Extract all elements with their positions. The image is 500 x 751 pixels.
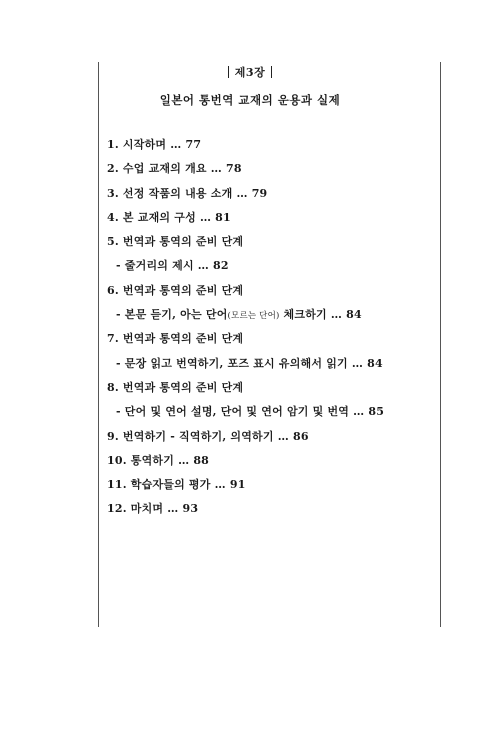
toc-subitem bbox=[107, 307, 437, 331]
toc-item: 11. 학습자들의 평가 … 91 bbox=[107, 478, 246, 492]
toc-subitem: - 단어 및 연어 설명, 단어 및 연어 암기 및 번역 … 85 bbox=[116, 405, 385, 419]
toc-subitem: - 줄거리의 제시 … 82 bbox=[116, 259, 229, 273]
toc-subitem-parenthetical: (모르는 단어) bbox=[227, 311, 280, 322]
left-margin-rule bbox=[98, 62, 99, 627]
toc-subitem: - 문장 읽고 번역하기, 포즈 표시 유의해서 읽기 … 84 bbox=[116, 356, 383, 370]
chapter-label bbox=[0, 64, 500, 80]
toc-item: 10. 통역하기 … 88 bbox=[107, 453, 210, 467]
toc-item: 4. 본 교재의 구성 … 81 bbox=[107, 210, 231, 224]
toc-item: 7. 번역과 통역의 준비 단계 bbox=[107, 332, 244, 346]
toc-subitem-text-end: 체크하기 … 84 bbox=[279, 308, 362, 322]
toc-item: 2. 수업 교재의 개요 … 78 bbox=[107, 162, 242, 176]
toc-item: 1. 시작하며 … 77 bbox=[107, 138, 202, 151]
chapter-title: 일본어 통번역 교재의 운용과 실제 bbox=[159, 93, 341, 107]
toc-item: 6. 번역과 통역의 준비 단계 bbox=[107, 283, 244, 297]
toc-item: 12. 마치며 … 93 bbox=[107, 502, 199, 516]
toc-subitem-text: - 본문 듣기, 아는 단어 bbox=[116, 308, 228, 322]
toc-item: 5. 번역과 통역의 준비 단계 bbox=[107, 235, 244, 249]
right-margin-rule bbox=[440, 62, 441, 627]
toc-item: 9. 번역하기 - 직역하기, 의역하기 … 86 bbox=[107, 429, 309, 443]
chapter-label-left-bar bbox=[228, 66, 229, 78]
chapter-label-text: 제3장 bbox=[234, 66, 266, 79]
table-of-contents bbox=[107, 137, 437, 526]
toc-item: 8. 번역과 통역의 준비 단계 bbox=[107, 380, 244, 394]
chapter-label-right-bar bbox=[271, 66, 272, 78]
toc-item: 3. 선정 작품의 내용 소개 … 79 bbox=[107, 186, 268, 200]
